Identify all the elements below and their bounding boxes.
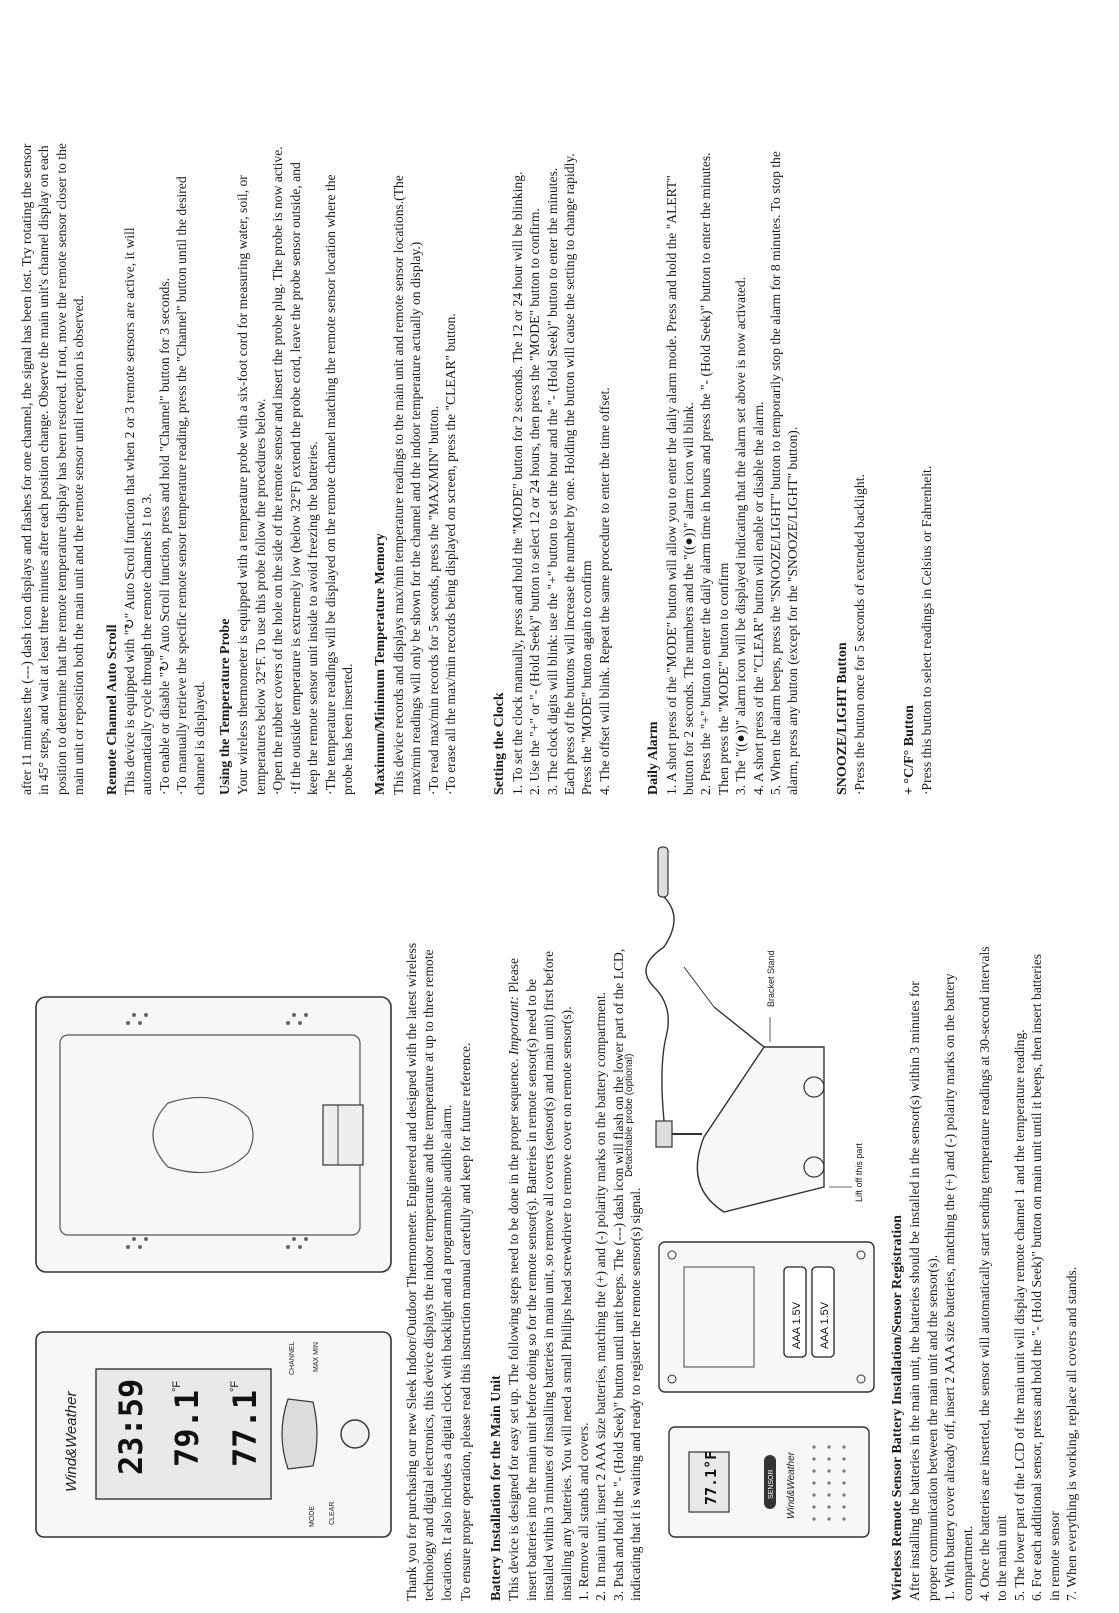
snooze-title: SNOOZE/LIGHT Button xyxy=(834,642,850,795)
battery-step: indicating that it is waiting and ready to register the remote sensor(s) signal. xyxy=(628,1187,644,1601)
brand-logo: Wind&Weather xyxy=(63,1391,80,1492)
lcd-time: 23:59 xyxy=(112,1378,150,1475)
sensor-badge-label: SENSOR xyxy=(768,1469,775,1499)
snooze-section xyxy=(834,17,869,795)
ensure-line: To ensure proper operation, please read this instruction manual carefully and keep for future reference. xyxy=(458,1042,473,1601)
auto-scroll-text: " Auto Scroll function, press and hold "Channel" button for 3 seconds. xyxy=(156,277,172,661)
probe-plug-icon xyxy=(656,1121,672,1147)
battery-line xyxy=(505,819,522,1601)
probe-illustration xyxy=(624,847,702,1177)
alarm-title: Daily Alarm xyxy=(646,721,662,795)
wireless-section xyxy=(889,819,1080,1601)
signal-line: main unit or reposition both the main unit and the remote sensor until reception is observed. xyxy=(71,295,87,795)
clock-section xyxy=(491,17,613,795)
battery-door-icon xyxy=(323,1105,363,1165)
battery-line: installing any batteries. You will need a small Phillips head screwdriver to remove cover on remote sensor(s). xyxy=(558,1006,574,1601)
signal-line: in 45° steps, and wait at least three minutes after each position change. Observe the main unit's channel display on each xyxy=(36,145,52,795)
auto-scroll-line: channel is displayed. xyxy=(191,681,207,795)
clock-line: 3. The clock digits will blink: use the "+" button to set the hour and the "- (Hold Seek)" button to enter the minutes. xyxy=(544,167,560,795)
label-lift: Lift off this part xyxy=(854,1143,864,1202)
sensor-brand: Wind&Weather xyxy=(786,1452,797,1519)
max-min-title: Maximum/Minimum Temperature Memory xyxy=(373,533,389,795)
wireless-step: 1. With battery cover already off, insert 2 AAA size batteries, matching the (+) and (-) polarity marks on the battery xyxy=(942,973,958,1601)
signal-line: position to determine that the remote temperature display has been restored. If not, move the remote sensor closer to the xyxy=(53,143,69,795)
wireless-step: in remote sensor xyxy=(1046,1511,1062,1601)
snooze-line: ·Press the button once for 5 seconds of extended backlight. xyxy=(852,474,868,795)
clock-line: 1. To set the clock manually, press and hold the "MODE" button for 2 seconds. The 12 or 24 hour will be blinking. xyxy=(509,171,525,795)
probe-tip-icon xyxy=(658,847,668,897)
alarm-line: button for 2 seconds. The numbers and the "((●))" alarm icon will blink. xyxy=(681,402,696,795)
auto-scroll-line: ·To manually retrieve the specific remote sensor temperature reading, press the "Channel" button until the desired xyxy=(174,176,190,795)
lcd-outdoor: 77.1 xyxy=(226,1389,264,1467)
alarm-line: 1. A short press of the "MODE" button will allow you to enter the daily alarm mode. Press and hold the "ALERT" xyxy=(663,175,679,795)
wireless-step: 5. The lower part of the LCD of the main unit will display remote channel 1 and the temperature reading. xyxy=(1011,1029,1027,1601)
auto-scroll-text: ·To enable or disable " xyxy=(156,671,172,795)
important-label: Important: xyxy=(506,996,522,1055)
auto-scroll-line: automatically cycle through the remote channels 1 to 3. xyxy=(139,493,155,795)
battery-step: 3. Push and hold the "- (Hold Seek)" button until unit beeps. The (---) dash icon will flash on the lower part of the LCD, xyxy=(610,948,626,1601)
battery-step: 2. In main unit, insert 2 AAA size batteries, matching the (+) and (-) polarity marks on the battery compartment. xyxy=(593,991,609,1601)
probe-line: ·If the outside temperature is extremely low (below 32°F) extend the probe cord, leave the probe sensor outside, and xyxy=(287,162,303,795)
snooze-bar-icon xyxy=(282,1399,317,1469)
intro-line: technology and digital electronics, this device displays the indoor temperature and the temperature at up to three remote xyxy=(421,949,437,1601)
sensor-lcd: 77.1°F xyxy=(702,1450,720,1505)
auto-scroll-title: Remote Channel Auto Scroll xyxy=(104,624,120,795)
intro-line: locations. It also includes a digital clock with backlight and a programmable audible alarm. xyxy=(438,1104,454,1601)
wireless-step: 7. When everything is working, replace all covers and stands. xyxy=(1064,1266,1080,1601)
wireless-line: After installing the batteries in the main unit, the batteries should be installed in the sensor(s) within 3 minutes for xyxy=(907,981,923,1601)
cf-section xyxy=(901,17,936,795)
probe-line: temperatures below 32°F. To use this probe follow the procedures below. xyxy=(252,398,268,795)
lcd-indoor: 79.1 xyxy=(168,1389,206,1467)
lcd-indoor-unit: °F xyxy=(171,1380,183,1392)
battery-line-text: Please xyxy=(506,957,522,993)
right-column xyxy=(18,17,1108,795)
clock-line: Each press of the buttons will increase the number by one. Holding the button will cause the setting to change rapidly. xyxy=(561,153,577,795)
label-bracket: Bracket Stand xyxy=(766,950,776,1007)
remote-sensor-front xyxy=(669,1427,869,1537)
probe-line: keep the remote sensor unit inside to avoid freezing the batteries. xyxy=(305,441,321,795)
bracket-stand xyxy=(684,950,864,1212)
label-mode: MODE xyxy=(309,1506,316,1527)
wireless-step: 6. For each additional sensor, press and hold the "- (Hold Seek)" button on main unit until it beeps, then insert batteries xyxy=(1029,953,1045,1601)
light-button-icon xyxy=(341,1420,369,1448)
label-channel: CHANNEL xyxy=(289,1341,296,1375)
lcd-outdoor-unit: °F xyxy=(229,1380,241,1392)
alarm-line: 3. The "((●))" alarm icon will be displayed indicating that the alarm set above is now activated. xyxy=(733,276,749,795)
clock-line: 2. Use the "+" or "- (Hold Seek)" button to select 12 or 24 hours, then press the "MODE" button to confirm. xyxy=(527,208,543,795)
battery-line: installed within 3 minutes of installing batteries in main unit, so remove all covers (sensor(s) and main unit) first before xyxy=(541,950,557,1601)
max-min-section xyxy=(372,17,459,795)
battery-line: insert batteries into the main unit before doing so for the remote sensor(s). Batteries in remote sensor(s) need to be xyxy=(523,978,539,1601)
battery-line-text: This device is designed for easy set up. The following steps need to be done in the proper sequence. xyxy=(506,1058,522,1601)
signal-line: after 11 minutes the (---) dash icon displays and flashes for one channel, the signal has been lost. Try rotating the sensor xyxy=(19,143,34,795)
battery-label: AAA 1.5V xyxy=(819,1301,831,1349)
label-clear: CLEAR xyxy=(329,1501,336,1525)
probe-line: probe has been inserted. xyxy=(339,663,355,795)
probe-section xyxy=(217,17,356,795)
alarm-line: 4. A short press of the "CLEAR" button will enable or disable the alarm. xyxy=(750,401,766,795)
max-min-line: ·To erase all the max/min records being displayed on screen, press the "CLEAR" button. xyxy=(442,313,458,795)
alarm-line: 5. When the alarm beeps, press the "SNOOZE/LIGHT" button to temporarily stop the alarm for 8 minutes. To stop the xyxy=(768,151,784,795)
signal-paragraph xyxy=(18,17,88,795)
auto-scroll-text: " Auto Scroll function that when 2 or 3 remote sensors are active, it will xyxy=(122,227,138,619)
cf-line: ·Press this button to select readings in Celsius or Fahrenheit. xyxy=(919,465,935,795)
max-min-line: max/min readings will only be shown for the channel and the indoor temperature actually on display.) xyxy=(408,241,424,795)
label-probe: Detachable probe (optional) xyxy=(624,1053,635,1177)
cf-title: + °C/F° Button xyxy=(901,705,917,795)
sensor-illustrations xyxy=(614,817,884,1607)
max-min-line: ·To read max/min records for 5 seconds, press the "MAX/MIN" button. xyxy=(425,405,441,795)
clock-line: Press the "MODE" button again to confirm xyxy=(579,560,595,795)
intro-paragraph xyxy=(403,819,455,1601)
clock-title: Setting the Clock xyxy=(492,692,508,795)
left-column xyxy=(18,813,1108,1613)
probe-title: Using the Temperature Probe xyxy=(218,618,234,795)
alarm-section xyxy=(645,17,802,795)
probe-line: ·The temperature readings will be displayed on the remote channel matching the remote sensor location where the xyxy=(322,174,338,795)
battery-title: Battery Installation for the Main Unit xyxy=(489,1375,504,1601)
main-unit-front xyxy=(36,1332,391,1537)
auto-scroll-text: This device is equipped with " xyxy=(122,629,138,795)
wireless-step: to the main unit xyxy=(994,1515,1010,1601)
probe-cord-icon xyxy=(646,897,674,1121)
battery-step: 1. Remove all stands and covers. xyxy=(576,1422,592,1601)
probe-line: ·Open the rubber covers of the hole on the side of the remote sensor and insert the probe plug. The probe is now active. xyxy=(270,146,286,795)
alarm-line: Then press the "MODE" button to confirm xyxy=(715,562,731,795)
battery-compartment xyxy=(659,1242,874,1392)
main-unit-illustrations xyxy=(18,817,398,1607)
wireless-step: 4. Once the batteries are inserted, the sensor will automatically start sending temperature readings at 30-second intervals xyxy=(977,946,993,1601)
wireless-title: Wireless Remote Sensor Battery Installation/Sensor Registration xyxy=(890,1215,905,1601)
ensure-paragraph xyxy=(457,819,474,1601)
battery-label: AAA 1.5V xyxy=(791,1301,803,1349)
probe-line: Your wireless thermometer is equipped with a temperature probe with a six-foot cord for measuring water, soil, or xyxy=(235,175,251,795)
auto-scroll-icon: ↻ xyxy=(122,618,138,630)
max-min-line: This device records and displays max/min temperature readings to the main unit and remote sensor locations.(The xyxy=(390,175,406,795)
main-unit-back xyxy=(36,997,391,1272)
auto-scroll-icon: ↻ xyxy=(156,660,172,672)
wireless-line: proper communication between the main unit and the sensor(s). xyxy=(924,1254,940,1601)
alarm-line: 2. Press the "+" button to enter the daily alarm time in hours and press the "- (Hold Seek)" button to enter the minutes. xyxy=(698,152,714,795)
label-maxmin: MAX MIN xyxy=(313,1342,320,1372)
auto-scroll-line xyxy=(121,17,138,795)
wireless-step: compartment. xyxy=(959,1525,975,1601)
alarm-line: alarm, press any button (except for the "SNOOZE/LIGHT" button). xyxy=(785,426,801,795)
auto-scroll-section xyxy=(104,17,208,795)
clock-line: 4. The offset will blink. Repeat the same procedure to enter the time offset. xyxy=(596,387,612,795)
auto-scroll-line xyxy=(156,17,173,795)
intro-line: Thank you for purchasing our new Sleek Indoor/Outdoor Thermometer. Engineered and designed with the latest wireless xyxy=(404,942,419,1601)
